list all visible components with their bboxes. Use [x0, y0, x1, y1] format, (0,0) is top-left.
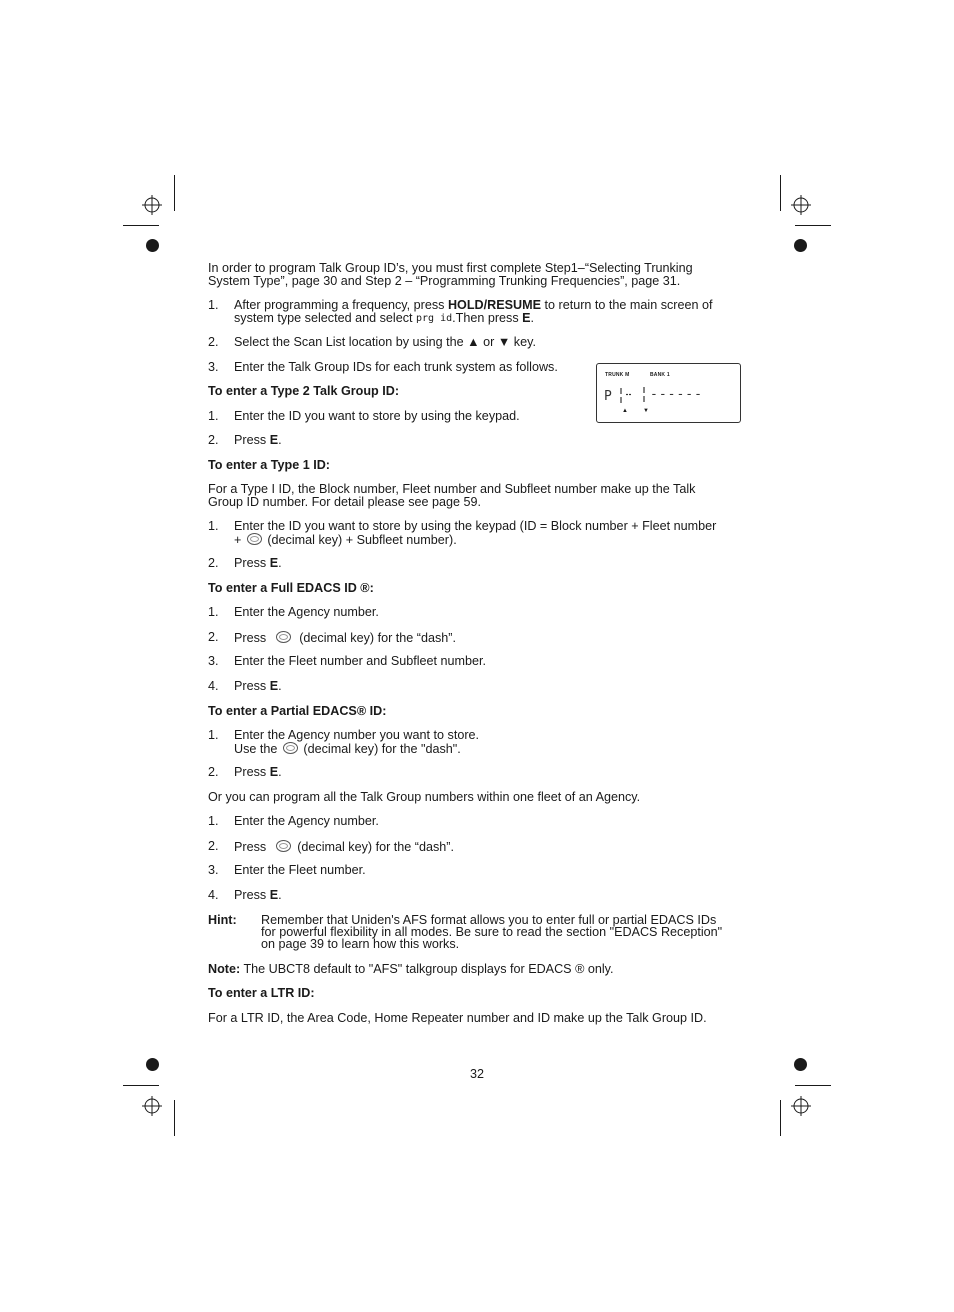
step-number: 2. — [208, 839, 219, 853]
hint-line-2: for powerful flexibility in all modes. Be sure to read the section "EDACS Reception" — [261, 925, 723, 939]
step-number: 4. — [208, 679, 219, 693]
crop-line — [174, 1100, 175, 1136]
note-line: Note: The UBCT8 default to "AFS" talkgroup displays for EDACS ® only. — [208, 962, 614, 976]
registration-dot — [146, 239, 159, 252]
crop-line — [123, 1085, 159, 1086]
page-number: 32 — [469, 1067, 484, 1081]
crop-line — [795, 225, 831, 226]
ltr-paragraph: For a LTR ID, the Area Code, Home Repeater number and ID make up the Talk Group ID. — [208, 1011, 707, 1025]
registration-mark-icon — [142, 1096, 162, 1116]
fleet-step-2: Press (decimal key) for the “dash”. — [234, 840, 454, 854]
fleet-intro: Or you can program all the Talk Group numbers within one fleet of an Agency. — [208, 790, 641, 804]
step-number: 1. — [208, 298, 219, 312]
type2-step-2: Press E. — [234, 433, 282, 447]
e-key: E — [269, 679, 279, 693]
hint-line-3: on page 39 to learn how this works. — [261, 937, 460, 951]
lcd-down-arrow-icon: ▼ — [643, 408, 649, 414]
fleet-step-1: Enter the Agency number. — [234, 814, 379, 828]
intro-line-2: System Type”, page 30 and Step 2 – “Programming Trunking Frequencies”, page 31. — [208, 274, 681, 288]
step-number: 1. — [208, 605, 219, 619]
full-edacs-step-1: Enter the Agency number. — [234, 605, 379, 619]
step-number: 1. — [208, 814, 219, 828]
step-number: 3. — [208, 863, 219, 877]
crop-line — [123, 225, 159, 226]
up-arrow-icon: ▲ — [467, 335, 480, 349]
full-edacs-step-2: Press (decimal key) for the “dash”. — [234, 631, 456, 645]
hold-resume-key: HOLD/RESUME — [447, 298, 542, 312]
e-key: E — [269, 433, 279, 447]
ltr-heading: To enter a LTR ID: — [208, 986, 315, 1000]
type1-heading: To enter a Type 1 ID: — [208, 458, 330, 472]
step-number: 2. — [208, 433, 219, 447]
crop-line — [174, 175, 175, 211]
lcd-up-arrow-icon: ▲ — [622, 408, 628, 414]
lcd-segment-digits — [617, 386, 647, 406]
crop-line — [780, 1100, 781, 1136]
type2-heading: To enter a Type 2 Talk Group ID: — [208, 384, 400, 398]
step-1-line-2: system type selected and select prg id.Then press E. — [234, 311, 535, 325]
full-edacs-step-3: Enter the Fleet number and Subfleet number. — [234, 654, 487, 668]
registration-mark-icon — [142, 195, 162, 215]
crop-line — [780, 175, 781, 211]
type1-step-1-line-2: + (decimal key) + Subfleet number). — [234, 533, 457, 547]
lcd-bank-indicator: BANK 1 — [650, 372, 670, 378]
e-key: E — [269, 888, 279, 902]
registration-mark-icon — [791, 1096, 811, 1116]
lcd-display — [596, 363, 741, 423]
type1-paragraph-line-2: Group ID number. For detail please see page 59. — [208, 495, 482, 509]
decimal-key-icon — [247, 533, 262, 545]
step-number: 1. — [208, 519, 219, 533]
note-label: Note: — [208, 962, 241, 976]
lcd-prg-id-text: prg id — [416, 313, 453, 324]
partial-edacs-step-2: Press E. — [234, 765, 282, 779]
e-key: E — [269, 765, 279, 779]
fleet-step-4: Press E. — [234, 888, 282, 902]
decimal-key-icon — [276, 631, 291, 643]
hint-label: Hint: — [208, 913, 237, 927]
type1-paragraph-line-1: For a Type I ID, the Block number, Fleet number and Subfleet number make up the Talk — [208, 482, 696, 496]
step-number: 4. — [208, 888, 219, 902]
lcd-trunk-indicator: TRUNK M — [605, 372, 630, 378]
partial-edacs-heading: To enter a Partial EDACS® ID: — [208, 704, 387, 718]
full-edacs-heading: To enter a Full EDACS ID ®: — [208, 581, 374, 595]
lcd-segment-left: P — [604, 389, 612, 404]
e-key: E — [522, 311, 531, 325]
step-3-line: Enter the Talk Group IDs for each trunk system as follows. — [234, 360, 558, 374]
step-number: 2. — [208, 765, 219, 779]
hint-line-1: Remember that Uniden's AFS format allows you to enter full or partial EDACS IDs — [261, 913, 717, 927]
partial-edacs-step-1-line-2: Use the (decimal key) for the "dash". — [234, 742, 461, 756]
crop-line — [795, 1085, 831, 1086]
step-number: 2. — [208, 556, 219, 570]
lcd-segment-right: ------ — [650, 387, 703, 402]
step-2-line: Select the Scan List location by using the ▲ or ▼ key. — [234, 335, 536, 349]
step-number: 1. — [208, 728, 219, 742]
registration-mark-icon — [791, 195, 811, 215]
step-number: 2. — [208, 335, 219, 349]
registration-dot — [794, 239, 807, 252]
type1-step-2: Press E. — [234, 556, 282, 570]
step-number: 2. — [208, 630, 219, 644]
type1-step-1-line-1: Enter the ID you want to store by using the keypad (ID = Block number + Fleet number — [234, 519, 717, 533]
step-1-line-1: After programming a frequency, press HOLD/RESUME to return to the main screen of — [234, 298, 713, 312]
down-arrow-icon: ▼ — [497, 335, 511, 349]
fleet-step-3: Enter the Fleet number. — [234, 863, 366, 877]
decimal-key-icon — [283, 742, 298, 754]
decimal-key-icon — [276, 840, 291, 852]
intro-line-1: In order to program Talk Group ID’s, you must first complete Step1–“Selecting Trunking — [208, 261, 693, 275]
partial-edacs-step-1-line-1: Enter the Agency number you want to store. — [234, 728, 480, 742]
type2-step-1: Enter the ID you want to store by using the keypad. — [234, 409, 520, 423]
full-edacs-step-4: Press E. — [234, 679, 282, 693]
step-number: 3. — [208, 654, 219, 668]
step-number: 1. — [208, 409, 219, 423]
e-key: E — [269, 556, 279, 570]
step-number: 3. — [208, 360, 219, 374]
